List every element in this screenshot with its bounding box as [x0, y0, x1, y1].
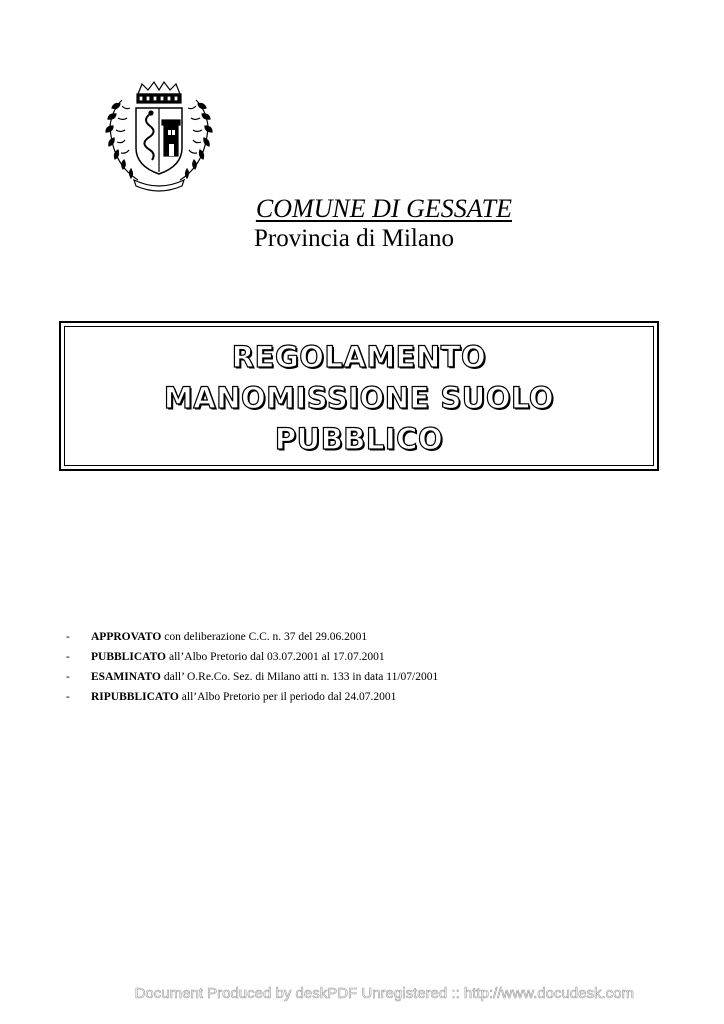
- status-text: dall’ O.Re.Co. Sez. di Milano atti n. 133 in data 11/07/2001: [163, 671, 439, 683]
- approval-status-list: [66, 627, 438, 707]
- list-item: [66, 647, 438, 667]
- list-item: [66, 687, 438, 707]
- title-line-3: PUBBLICO: [274, 422, 444, 456]
- status-text: all’Albo Pretorio dal 03.07.2001 al 17.07.2001: [168, 651, 385, 663]
- title-line-1: REGOLAMENTO: [231, 340, 487, 374]
- status-keyword: PUBBLICATO: [91, 651, 166, 663]
- municipality-name: COMUNE DI GESSATE: [255, 194, 512, 223]
- coat-of-arms-icon: [98, 80, 220, 194]
- status-keyword: APPROVATO: [91, 631, 162, 643]
- status-text: con deliberazione C.C. n. 37 del 29.06.2001: [164, 631, 368, 643]
- list-dash: -: [66, 671, 70, 683]
- status-keyword: ESAMINATO: [91, 671, 161, 683]
- title-line-2: MANOMISSIONE SUOLO: [163, 381, 555, 415]
- list-dash: -: [66, 691, 70, 703]
- document-title-box: [59, 321, 659, 471]
- list-dash: -: [66, 631, 70, 643]
- list-item: [66, 627, 438, 647]
- footer-watermark: Document Produced by deskPDF Unregistered :: http://www.docudesk.com: [134, 985, 634, 1002]
- document-title: [61, 337, 657, 460]
- status-keyword: RIPUBBLICATO: [91, 691, 179, 703]
- list-item: [66, 667, 438, 687]
- list-dash: -: [66, 651, 70, 663]
- province-name: Provincia di Milano: [254, 225, 454, 252]
- status-text: all’Albo Pretorio per il periodo dal 24.07.2001: [181, 691, 397, 703]
